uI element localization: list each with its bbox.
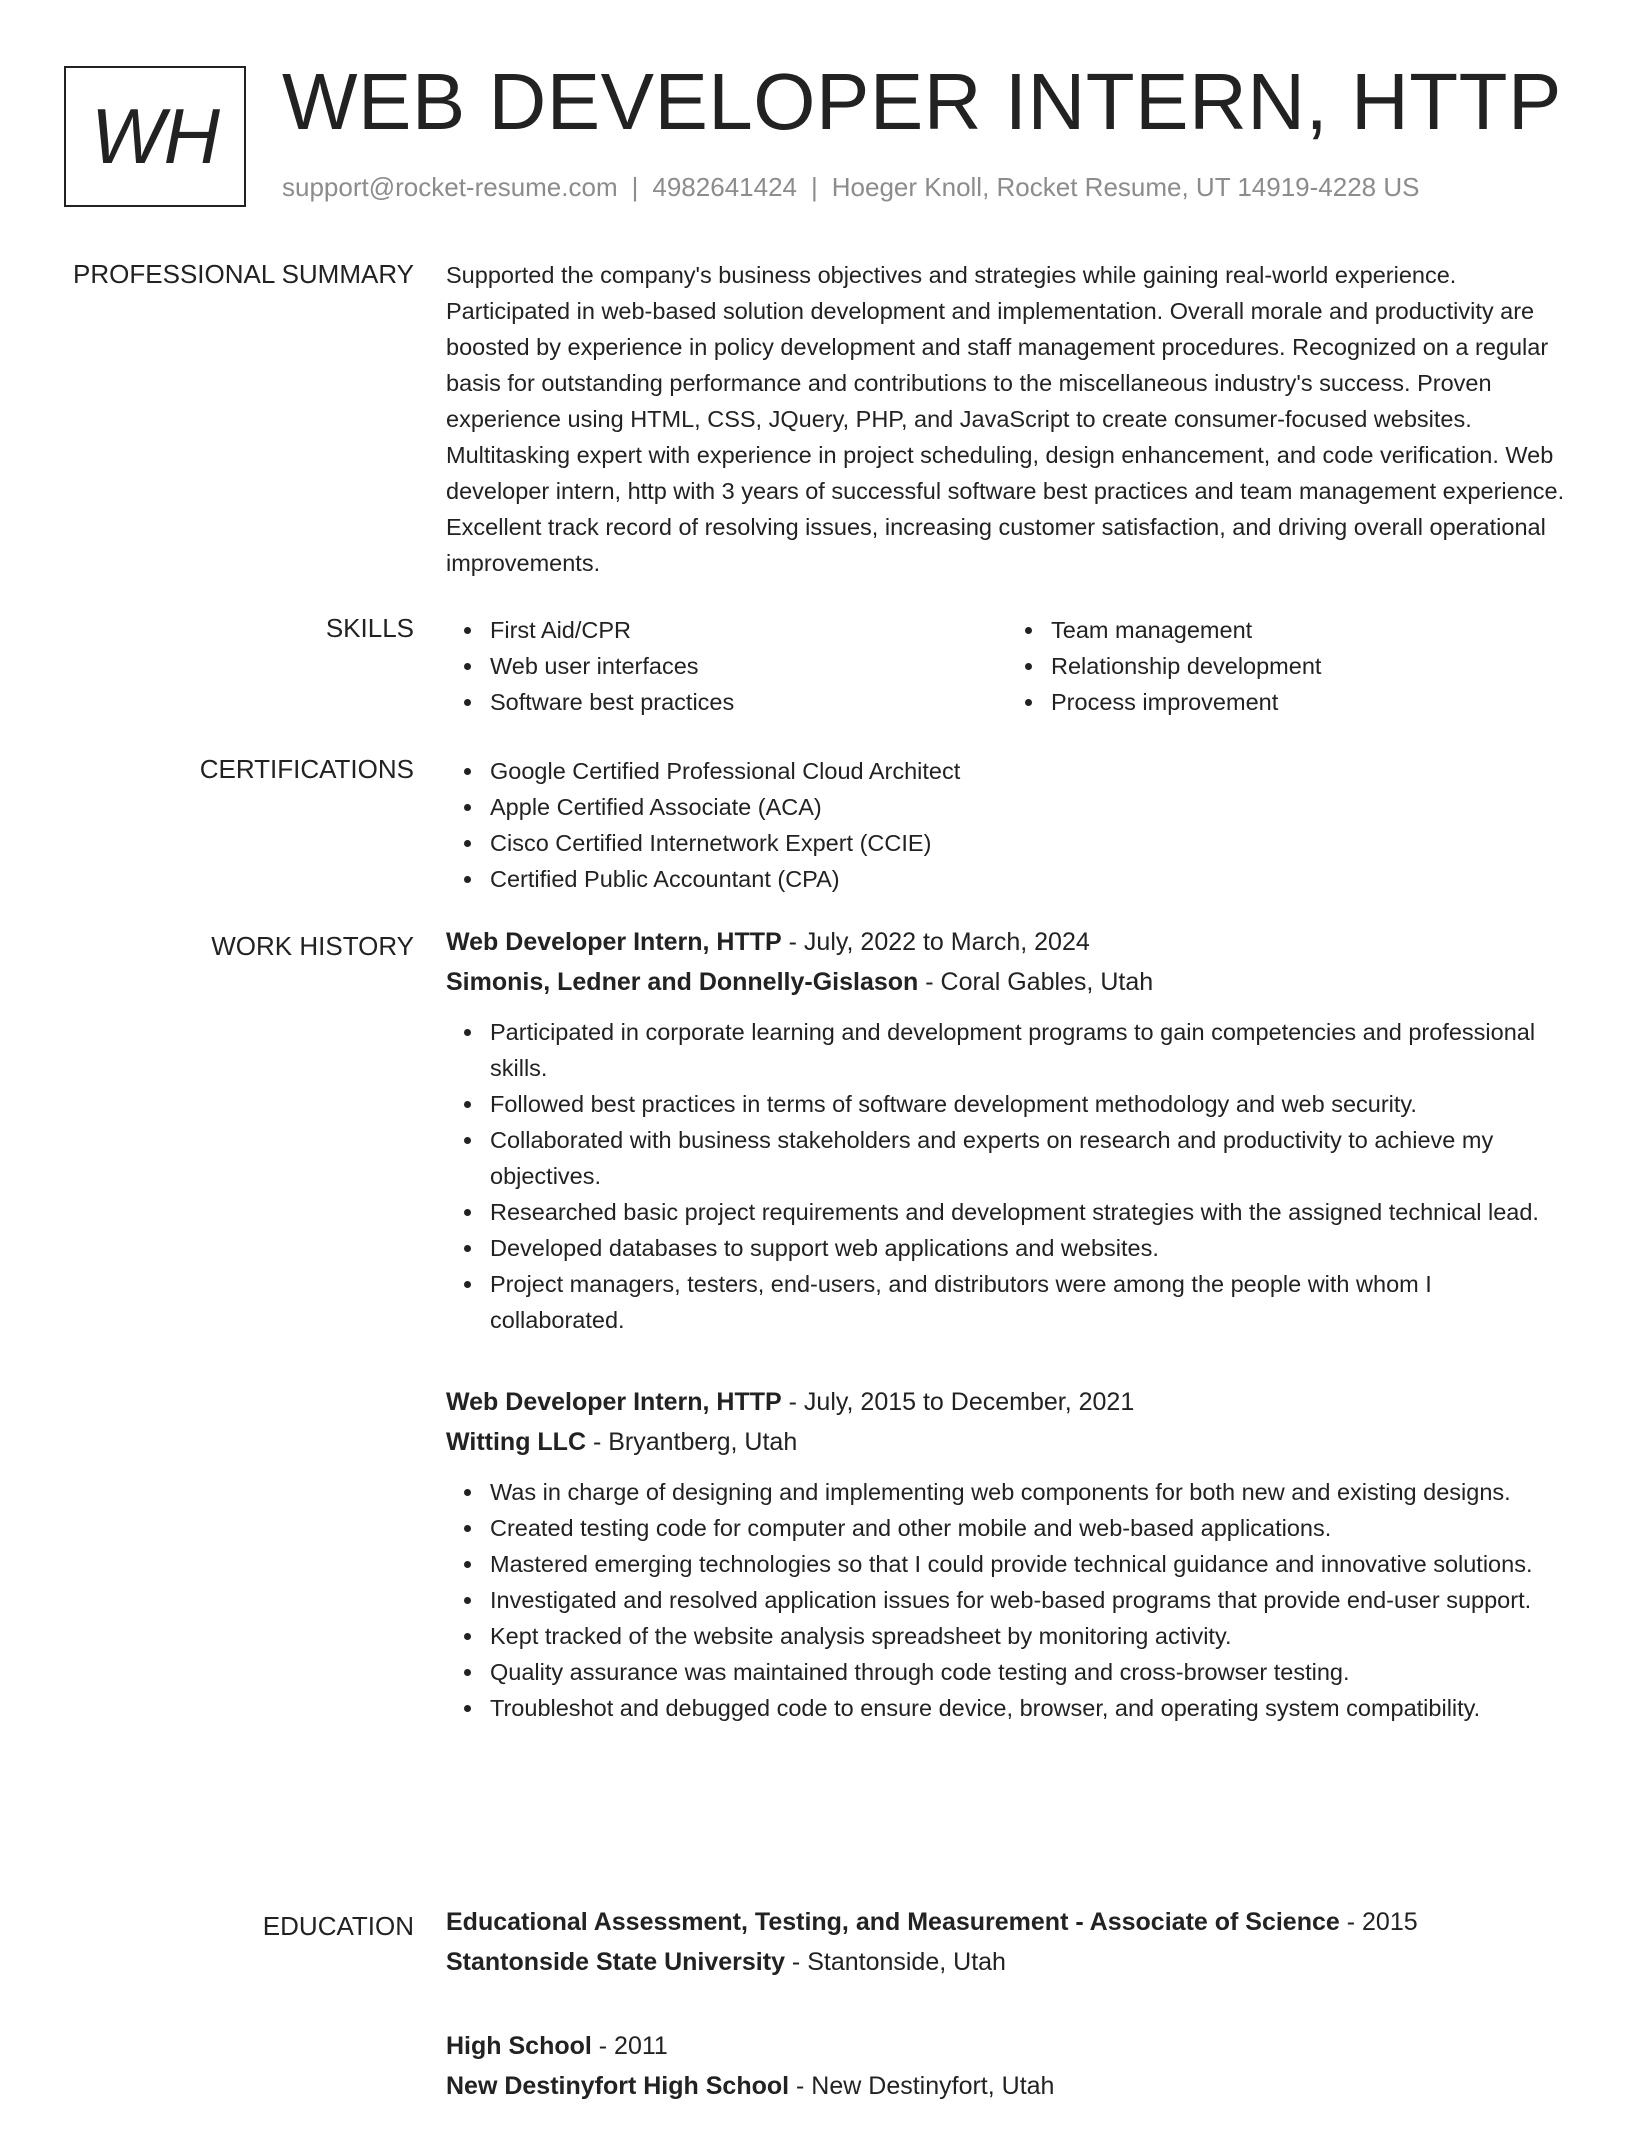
grad-year: - 2015 [1339,1908,1418,1936]
list-item: Software best practices [490,684,1007,720]
job-bullets [446,1474,1568,1726]
list-item: Certified Public Accountant (CPA) [490,861,1568,897]
list-item: Quality assurance was maintained through code testing and cross-browser testing. [490,1654,1568,1690]
separator: | [811,172,818,202]
list-item: Researched basic project requirements and development strategies with the assigned technical lead. [490,1194,1568,1230]
job-title-line [446,1382,1568,1422]
company-location: - Coral Gables, Utah [918,968,1154,996]
list-item: Developed databases to support web applications and websites. [490,1230,1568,1266]
skills-list-left [446,612,1007,720]
job-company-line [446,962,1568,1002]
section-label: WORK HISTORY [211,931,414,961]
skills-grid [446,612,1568,720]
page-title: WEB DEVELOPER INTERN, HTTP [282,57,1562,146]
degree-line [446,1902,1568,1942]
job-dates: - July, 2015 to December, 2021 [781,1388,1135,1416]
section-label: PROFESSIONAL SUMMARY [73,259,414,289]
education-entry [446,2026,1568,2106]
list-item: Team management [1051,612,1568,648]
job-title-line [446,922,1568,962]
section-label: SKILLS [325,613,414,643]
job-bullets [446,1014,1568,1338]
list-item: Web user interfaces [490,648,1007,684]
monogram: WH [64,66,246,207]
degree: High School [446,2032,592,2060]
school-name: New Destinyfort High School [446,2072,790,2100]
list-item: Was in charge of designing and implementing web components for both new and existing designs. [490,1474,1568,1510]
list-item: Investigated and resolved application issues for web-based programs that provide end-user support. [490,1582,1568,1618]
phone: 4982641424 [652,172,797,202]
list-item: Collaborated with business stakeholders and experts on research and productivity to achieve my objectives. [490,1122,1568,1194]
job-entry [446,1382,1568,1726]
section-body [446,257,1568,581]
contact-line [282,172,1419,203]
list-item: Followed best practices in terms of software development methodology and web security. [490,1086,1568,1122]
list-item: Relationship development [1051,648,1568,684]
list-item: Project managers, testers, end-users, and distributors were among the people with whom I collaborated. [490,1266,1568,1338]
job-dates: - July, 2022 to March, 2024 [781,928,1090,956]
company-location: - Bryantberg, Utah [586,1428,798,1456]
section-body [446,753,1568,897]
school-location: - Stantonside, Utah [784,1948,1006,1976]
company-name: Witting LLC [446,1428,587,1456]
list-item: Apple Certified Associate (ACA) [490,789,1568,825]
job-company-line [446,1422,1568,1462]
list-item: Participated in corporate learning and development programs to gain competencies and professional skills. [490,1014,1568,1086]
skills-list-right [1007,612,1568,720]
school-line [446,1942,1568,1982]
degree: Educational Assessment, Testing, and Measurement - Associate of Science [446,1908,1340,1936]
grad-year: - 2011 [591,2032,668,2060]
certifications-list [446,753,1568,897]
school-location: - New Destinyfort, Utah [789,2072,1055,2100]
separator: | [631,172,639,202]
list-item: Google Certified Professional Cloud Architect [490,753,1568,789]
school-line [446,2066,1568,2106]
job-entry [446,922,1568,1338]
school-name: Stantonside State University [446,1948,785,1976]
list-item: Created testing code for computer and other mobile and web-based applications. [490,1510,1568,1546]
list-item: Process improvement [1051,684,1568,720]
list-item: First Aid/CPR [490,612,1007,648]
job-title: Web Developer Intern, HTTP [446,1388,782,1416]
education-entry [446,1902,1568,1982]
section-label: CERTIFICATIONS [199,754,414,784]
degree-line [446,2026,1568,2066]
list-item: Troubleshot and debugged code to ensure device, browser, and operating system compatibility. [490,1690,1568,1726]
list-item: Mastered emerging technologies so that I could provide technical guidance and innovative solutions. [490,1546,1568,1582]
job-title: Web Developer Intern, HTTP [446,928,782,956]
email: support@rocket-resume.com [282,172,618,202]
section-body [446,1902,1568,2150]
list-item: Cisco Certified Internetwork Expert (CCIE) [490,825,1568,861]
section-body [446,922,1568,1770]
section-label: EDUCATION [262,1911,414,1941]
address: Hoeger Knoll, Rocket Resume, UT 14919-4228 US [831,172,1420,202]
summary-text: Supported the company's business objectives and strategies while gaining real-world experience. Participated in web-based solution development and implementation. Overall morale and productivity are boosted by experience in policy development and staff management procedures. Recognized on a regular basis for outstanding performance and contributions to the miscellaneous industry's success. Proven experience using HTML, CSS, JQuery, PHP, and JavaScript to create consumer-focused websites. Multitasking expert with experience in project scheduling, design enhancement, and code verification. Web developer intern, http with 3 years of successful software best practices and team management experience. Excellent track record of resolving issues, increasing customer satisfaction, and driving overall operational improvements. [446,262,1565,576]
company-name: Simonis, Ledner and Donnelly-Gislason [446,968,919,996]
list-item: Kept tracked of the website analysis spreadsheet by monitoring activity. [490,1618,1568,1654]
